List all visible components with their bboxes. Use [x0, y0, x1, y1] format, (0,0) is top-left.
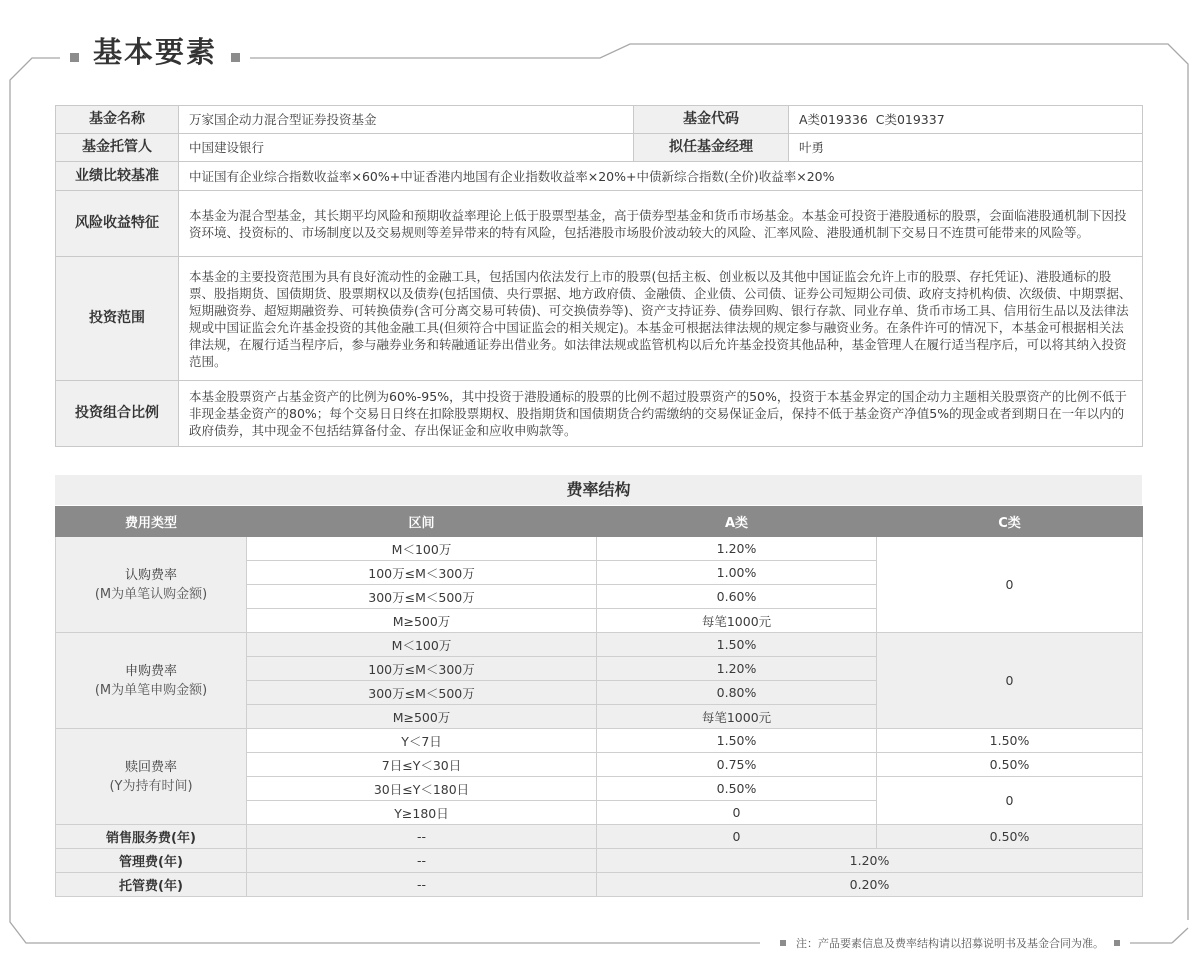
- scope-value: 本基金的主要投资范围为具有良好流动性的金融工具，包括国内依法发行上市的股票(包括主板、创业板以及其他中国证监会允许上市的股票、存托凭证)、港股通标的股票、股指期货、国债期货、股票期权以及债券(包括国债、央行票据、地方政府债、金融债、企业债、公司债、证券公司短期公司债、政府支持机构债、次级债、中期票据、短期融资券、超短期融资券、可转换债券(含可分离交易可转债)、可交换债券等)、资产支持证券、债券回购、银行存款、同业存单、货币市场工具、信用衍生品以及法律法规或中国证监会允许基金投资的其他金融工具(但须符合中国证监会的相关规定)。本基金可根据法律法规的规定参与融资业务。在条件许可的情况下，本基金可根据相关法律法规，在履行适当程序后，参与融券业务和转融通证券出借业务。如法律法规或监管机构以后允许基金投资其他品种，基金管理人在履行适当程序后，可以将其纳入投资范围。: [179, 257, 1143, 381]
- range-cell: --: [247, 825, 597, 849]
- ratio-value: 本基金股票资产占基金资产的比例为60%-95%，其中投资于港股通标的股票的比例不超过股票资产的50%，投资于本基金界定的国企动力主题相关股票资产的比例不低于非现金基金资产的80%；每个交易日日终在扣除股票期权、股指期货和国债期货合约需缴纳的交易保证金后，保持不低于基金资产净值5%的现金或者到期日在一年以内的政府债券，其中现金不包括结算备付金、存出保证金和应收申购款等。: [179, 381, 1143, 447]
- fee-structure-title: 费率结构: [55, 475, 1142, 505]
- risk-value: 本基金为混合型基金，其长期平均风险和预期收益率理论上低于股票型基金，高于债券型基金和货币市场基金。本基金可投资于港股通标的股票，会面临港股通机制下因投资环境、投资标的、市场制度以及交易规则等差异带来的特有风险，包括港股市场股价波动较大的风险、汇率风险、港股通机制下交易日不连贯可能带来的风险等。: [179, 191, 1143, 257]
- fund-name-row: [56, 106, 1143, 134]
- rate-c-cell: 0.50%: [877, 825, 1143, 849]
- purchase-note: (M为单笔申购金额): [94, 682, 208, 698]
- rate-a-cell: 1.50%: [597, 633, 877, 657]
- table-row: [56, 729, 1143, 753]
- square-bullet-icon: [70, 53, 79, 62]
- range-cell: 300万≤M＜500万: [247, 681, 597, 705]
- rate-a-cell: 1.00%: [597, 561, 877, 585]
- basic-info-table: [55, 105, 1143, 447]
- fund-name-label: 基金名称: [56, 106, 179, 134]
- header-range: 区间: [247, 507, 597, 537]
- range-cell: --: [247, 849, 597, 873]
- range-cell: Y≥180日: [247, 801, 597, 825]
- square-bullet-icon: [231, 53, 240, 62]
- rate-c-cell: 0: [877, 537, 1143, 633]
- management-fee-name: 管理费(年): [56, 849, 247, 873]
- ratio-row: [56, 381, 1143, 447]
- fund-code-value: A类019336 C类019337: [789, 106, 1143, 134]
- redemption-note: (Y为持有时间): [109, 778, 193, 794]
- rate-a-cell: 0.60%: [597, 585, 877, 609]
- rate-c-cell: 0: [877, 633, 1143, 729]
- custodian-row: [56, 134, 1143, 162]
- rate-a-cell: 0.80%: [597, 681, 877, 705]
- rate-a-cell: 每笔1000元: [597, 609, 877, 633]
- range-cell: M＜100万: [247, 633, 597, 657]
- range-cell: 300万≤M＜500万: [247, 585, 597, 609]
- table-row: [56, 537, 1143, 561]
- rate-a-cell: 0.50%: [597, 777, 877, 801]
- management-fee-value: 1.20%: [597, 849, 1143, 873]
- subscription-note: (M为单笔认购金额): [94, 586, 208, 602]
- custodian-label: 基金托管人: [56, 134, 179, 162]
- scope-row: [56, 257, 1143, 381]
- header-fee-type: 费用类型: [56, 507, 247, 537]
- custody-fee-value: 0.20%: [597, 873, 1143, 897]
- rate-a-cell: 0.75%: [597, 753, 877, 777]
- rate-c-cell: 1.50%: [877, 729, 1143, 753]
- fund-code-label: 基金代码: [634, 106, 789, 134]
- range-cell: 100万≤M＜300万: [247, 657, 597, 681]
- rate-a-cell: 每笔1000元: [597, 705, 877, 729]
- range-cell: Y＜7日: [247, 729, 597, 753]
- redemption-name: 赎回费率: [124, 759, 177, 775]
- custodian-value: 中国建设银行: [179, 134, 634, 162]
- rate-a-cell: 1.20%: [597, 537, 877, 561]
- scope-label: 投资范围: [56, 257, 179, 381]
- rate-a-cell: 1.20%: [597, 657, 877, 681]
- custody-fee-row: [56, 873, 1143, 897]
- benchmark-row: [56, 162, 1143, 191]
- range-cell: --: [247, 873, 597, 897]
- header-class-c: C类: [877, 507, 1143, 537]
- purchase-category: [56, 633, 247, 729]
- fee-structure-table: [55, 506, 1143, 897]
- sales-service-row: [56, 825, 1143, 849]
- footnote-text: 注：产品要素信息及费率结构请以招募说明书及基金合同为准。: [796, 937, 1104, 950]
- rate-a-cell: 1.50%: [597, 729, 877, 753]
- range-cell: M≥500万: [247, 609, 597, 633]
- rate-c-cell: 0: [877, 777, 1143, 825]
- manager-label: 拟任基金经理: [634, 134, 789, 162]
- rate-a-cell: 0: [597, 825, 877, 849]
- range-cell: 30日≤Y＜180日: [247, 777, 597, 801]
- range-cell: 100万≤M＜300万: [247, 561, 597, 585]
- sales-service-name: 销售服务费(年): [56, 825, 247, 849]
- benchmark-label: 业绩比较基准: [56, 162, 179, 191]
- custody-fee-name: 托管费(年): [56, 873, 247, 897]
- table-row: [56, 633, 1143, 657]
- ratio-label: 投资组合比例: [56, 381, 179, 447]
- rate-a-cell: 0: [597, 801, 877, 825]
- section-title: 基本要素: [93, 34, 218, 69]
- range-cell: 7日≤Y＜30日: [247, 753, 597, 777]
- fee-header-row: [56, 507, 1143, 537]
- header-class-a: A类: [597, 507, 877, 537]
- range-cell: M＜100万: [247, 537, 597, 561]
- subscription-name: 认购费率: [124, 567, 177, 583]
- risk-row: [56, 191, 1143, 257]
- footnote: [770, 935, 1130, 951]
- square-bullet-icon: [780, 940, 786, 946]
- section-heading: [70, 30, 240, 70]
- risk-label: 风险收益特征: [56, 191, 179, 257]
- benchmark-value: 中证国有企业综合指数收益率×60%+中证香港内地国有企业指数收益率×20%+中债新综合指数(全价)收益率×20%: [179, 162, 1143, 191]
- redemption-category: [56, 729, 247, 825]
- fund-name-value: 万家国企动力混合型证券投资基金: [179, 106, 634, 134]
- range-cell: M≥500万: [247, 705, 597, 729]
- management-fee-row: [56, 849, 1143, 873]
- manager-value: 叶勇: [789, 134, 1143, 162]
- purchase-name: 申购费率: [124, 663, 177, 679]
- subscription-category: [56, 537, 247, 633]
- rate-c-cell: 0.50%: [877, 753, 1143, 777]
- square-bullet-icon: [1114, 940, 1120, 946]
